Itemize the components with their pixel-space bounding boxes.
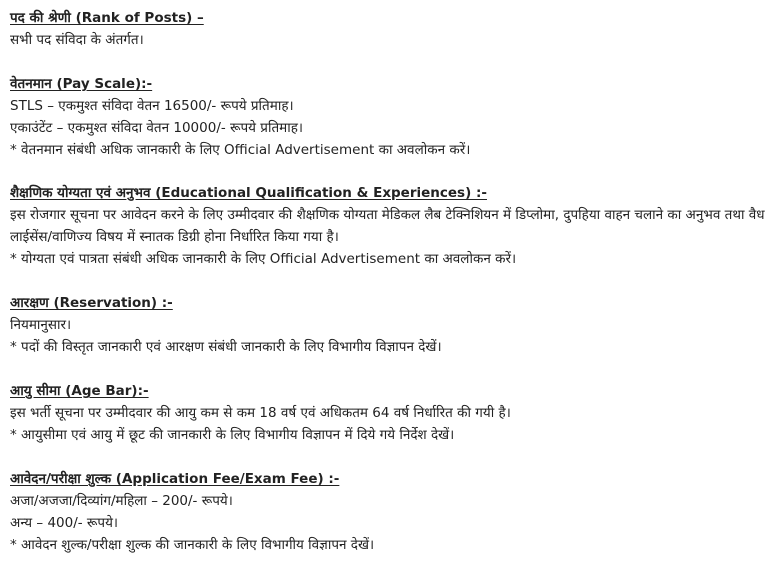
fee-others-line: अन्य – 400/- रूपये। <box>10 515 119 531</box>
section-heading-rank: पद की श्रेणी (Rank of Posts) – <box>10 10 204 26</box>
rank-text: सभी पद संविदा के अंतर्गत। <box>10 32 144 48</box>
reservation-text: नियमानुसार। <box>10 317 72 333</box>
reservation-note: * पदों की विस्तृत जानकारी एवं आरक्षण संबंधी जानकारी के लिए विभागीय विज्ञापन देखें। <box>10 339 442 355</box>
section-pay-scale <box>10 73 775 161</box>
age-limit-text: इस भर्ती सूचना पर उम्मीदवार की आयु कम से कम 18 वर्ष एवं अधिकतम 64 वर्ष निर्धारित की गयी है। <box>10 405 511 421</box>
section-rank-of-posts <box>10 7 775 51</box>
pay-stls-line: STLS – एकमुश्त संविदा वेतन 16500/- रूपये प्रतिमाह। <box>10 98 294 114</box>
section-educational-qualification <box>10 182 775 270</box>
fee-reserved-line: अजा/अजजा/दिव्यांग/महिला – 200/- रूपये। <box>10 493 233 509</box>
fee-note: * आवेदन शुल्क/परीक्षा शुल्क की जानकारी के लिए विभागीय विज्ञापन देखें। <box>10 537 375 553</box>
section-heading-application-fee: आवेदन/परीक्षा शुल्क (Application Fee/Exam Fee) :- <box>10 471 340 487</box>
education-paragraph: इस रोजगार सूचना पर आवेदन करने के लिए उम्मीदवार की शैक्षणिक योग्यता मेडिकल लैब टेक्निशियन में डिप्लोमा, दुपहिया वाहन चलाने का अनुभव तथा वैध लाईसेंस/वाणिज्य विषय में स्नातक डिग्री होना निर्धारित किया गया है। <box>10 207 765 245</box>
section-heading-pay-scale: वेतनमान (Pay Scale):- <box>10 76 153 92</box>
section-reservation <box>10 292 775 358</box>
pay-accountant-line: एकाउंटेंट – एकमुश्त संविदा वेतन 10000/- रूपये प्रतिमाह। <box>10 120 304 136</box>
section-heading-age-bar: आयु सीमा (Age Bar):- <box>10 383 149 399</box>
section-age-bar <box>10 380 775 446</box>
education-note: * योग्यता एवं पात्रता संबंधी अधिक जानकारी के लिए Official Advertisement का अवलोकन करें। <box>10 251 517 267</box>
section-heading-reservation: आरक्षण (Reservation) :- <box>10 295 173 311</box>
section-application-fee <box>10 468 775 556</box>
section-heading-education: शैक्षणिक योग्यता एवं अनुभव (Educational Qualification & Experiences) :- <box>10 185 487 201</box>
age-note: * आयुसीमा एवं आयु में छूट की जानकारी के लिए विभागीय विज्ञापन में दिये गये निर्देश देखें। <box>10 427 455 443</box>
pay-note: * वेतनमान संबंधी अधिक जानकारी के लिए Official Advertisement का अवलोकन करें। <box>10 142 471 158</box>
